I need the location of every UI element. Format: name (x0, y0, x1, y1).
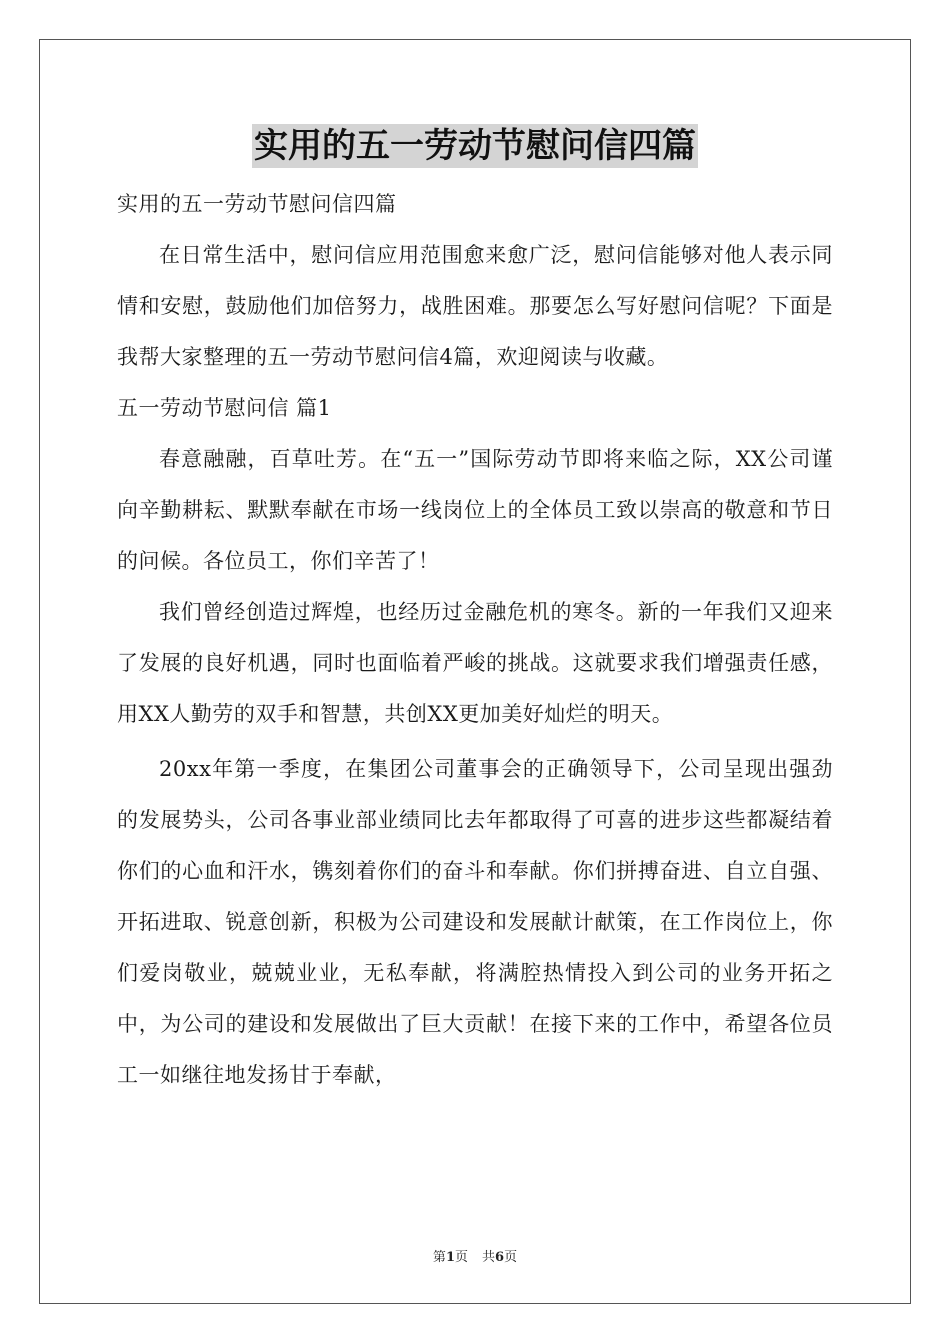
page-suffix: 页 (454, 1250, 468, 1265)
body-paragraph: 春意融融，百草吐芳。在“五一”国际劳动节即将来临之际，XX公司谨向辛勤耕耘、默默奉献在市场一线岗位上的全体员工致以崇高的敬意和节日的问候。各位员工，你们辛苦了！ (117, 447, 833, 573)
page-total: 6 (495, 1250, 505, 1265)
document-body (117, 179, 833, 1101)
page-current: 1 (445, 1250, 455, 1265)
section-heading: 五一劳动节慰问信 篇1 (117, 396, 332, 420)
body-paragraph: 我们曾经创造过辉煌，也经历过金融危机的寒冬。新的一年我们又迎来了发展的良好机遇，同时也面临着严峻的挑战。这就要求我们增强责任感，用XX人勤劳的双手和智慧，共创XX更加美好灿烂的明天。 (117, 600, 833, 726)
document-subtitle: 实用的五一劳动节慰问信四篇 (117, 192, 397, 216)
document-title (0, 124, 950, 168)
page-footer (0, 1246, 950, 1265)
body-paragraph: 20xx年第一季度，在集团公司董事会的正确领导下，公司呈现出强劲的发展势头，公司各事业部业绩同比去年都取得了可喜的进步这些都凝结着你们的心血和汗水，镌刻着你们的奋斗和奉献。你们拼搏奋进、自立自强、开拓进取、锐意创新，积极为公司建设和发展献计献策，在工作岗位上，你们爱岗敬业，兢兢业业，无私奉献，将满腔热情投入到公司的业务开拓之中，为公司的建设和发展做出了巨大贡献！在接下来的工作中，希望各位员工一如继往地发扬甘于奉献， (117, 757, 833, 1087)
total-prefix: 共 (482, 1250, 496, 1265)
document-title-text: 实用的五一劳动节慰问信四篇 (254, 126, 696, 166)
page-prefix: 第 (432, 1250, 446, 1265)
intro-paragraph: 在日常生活中，慰问信应用范围愈来愈广泛，慰问信能够对他人表示同情和安慰，鼓励他们加倍努力，战胜困难。那要怎么写好慰问信呢？下面是我帮大家整理的五一劳动节慰问信4篇，欢迎阅读与收藏。 (117, 243, 833, 369)
total-suffix: 页 (504, 1250, 518, 1265)
